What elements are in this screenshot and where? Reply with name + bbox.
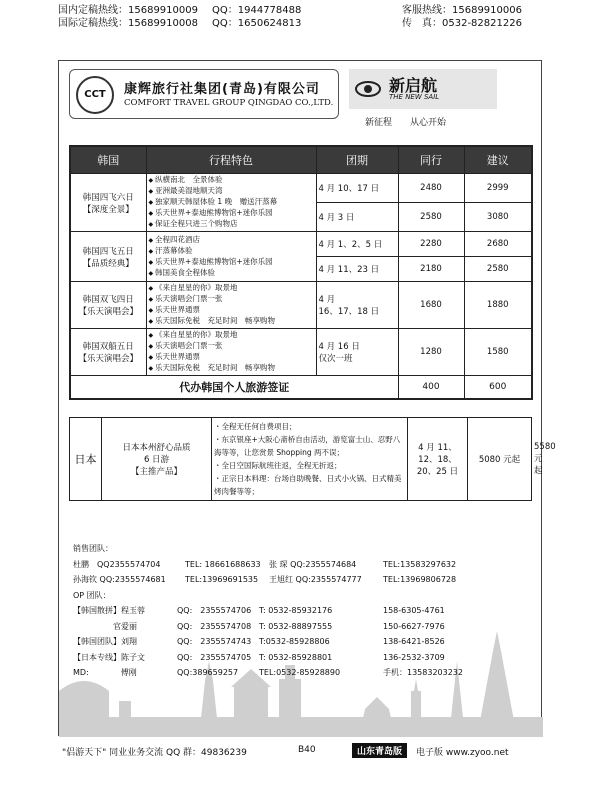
footer-website: 电子版 www.zyoo.net <box>416 748 509 758</box>
op-contact-tel: T:0532-85928806 <box>259 637 330 646</box>
feature-item: ◆ 乐天演唱会门票一张 <box>149 294 314 305</box>
peer-price: 2280 <box>398 232 464 257</box>
contact-name-qq: 张 琛 QQ:2355574684 <box>269 559 357 569</box>
peer-price: 1680 <box>398 282 464 329</box>
list-item <box>73 634 533 650</box>
contact-tel: TEL:13969806728 <box>383 575 457 584</box>
op-contact-qq: QQ: 2355574706 <box>177 606 252 615</box>
list-item <box>73 619 533 635</box>
intl-hotline-phone: 15689910008 <box>128 18 198 29</box>
header-peer-price: 同行 <box>398 146 464 174</box>
tour-name-cell <box>70 282 146 329</box>
edition-badge: 山东青岛版 <box>352 743 407 758</box>
tour-features-cell <box>146 232 316 282</box>
op-contact-name: MD: 傅刚 <box>73 668 137 677</box>
op-contact-mobile: 158-6305-4761 <box>383 606 445 615</box>
tour-name: 韩国四飞六日 <box>82 192 134 203</box>
op-contact-name: 【日本专线】陈子文 <box>73 652 145 662</box>
op-contact-mobile: 138-6421-8526 <box>383 637 445 646</box>
table-row: 日本 日本本州舒心品质 6 日游 【主推产品】 ・全程无任何自费项目； ・东京银座+大阪心斋桥自由活动，游览富士山、忍野八海等等，让您赏景 Shopping 两不误； ・全日空国际航班往返，全程无折返； ・正宗日本料理：台场自助晚餐、日式小火锅、日式精美烤肉餐等等； 4 月 11、12、18、 20、25 日 5080 元起 5580 元起 <box>70 418 532 501</box>
list-item <box>73 557 533 573</box>
tour-tag: 【品质经典】 <box>82 258 134 269</box>
tour-name-cell <box>70 232 146 282</box>
visa-row <box>70 376 532 400</box>
suggest-price: 1580 <box>464 329 532 376</box>
feature-item: ◆ 汗蒸幕体验 <box>149 246 314 257</box>
slogan: 新征程 从心开始 <box>365 118 447 128</box>
header-suggest-price: 建议 <box>464 146 532 174</box>
feature-item: ◆ 《来自星星的你》取景地 <box>149 283 314 294</box>
domestic-qq-label: QQ： <box>212 5 238 16</box>
op-contact-tel: T: 0532-85928801 <box>259 652 333 662</box>
peer-price: 1280 <box>398 329 464 376</box>
op-contact-name: 【韩国散拼】程玉蓉 <box>73 606 145 615</box>
japan-country: 日本 <box>70 418 102 501</box>
fax-label: 传 真： <box>402 18 442 29</box>
feature-item: ◆ 保证全程只进三个购物店 <box>149 219 314 230</box>
sales-team <box>73 541 533 681</box>
intl-qq-label: QQ： <box>212 18 238 29</box>
japan-features-cell <box>212 418 408 501</box>
op-contact-tel: T: 0532-88897555 <box>259 621 333 631</box>
op-contact-name: 【韩国团队】刘翔 <box>73 637 137 646</box>
tour-features-cell <box>146 174 316 232</box>
visa-peer-price: 400 <box>398 376 464 400</box>
japan-tour-name-cell <box>102 418 212 501</box>
tour-tag: 【深度全景】 <box>82 204 134 215</box>
tour-name: 韩国四飞五日 <box>82 246 134 257</box>
new-sail-logo <box>349 69 497 109</box>
table-row <box>70 282 532 329</box>
contact-name-qq: 杜鹏 QQ2355574704 <box>73 559 161 569</box>
tour-date: 4 月 11、23 日 <box>316 257 398 282</box>
sales-title: 销售团队： <box>73 544 113 553</box>
suggest-price: 3080 <box>464 203 532 232</box>
peer-price: 2480 <box>398 174 464 203</box>
op-contact-qq: QQ:389659257 <box>177 668 239 677</box>
feature-item: ◆ 全程四花酒店 <box>149 235 314 246</box>
feature-item: ◆ 纵横南北 全景体验 <box>149 175 314 186</box>
tour-date: 4 月 16 日 仅次一班 <box>316 329 398 376</box>
sail-brand-cn: 新启航 <box>389 76 438 95</box>
feature-item: ◆ 乐天世界通票 <box>149 352 314 363</box>
table-row <box>70 329 532 376</box>
footer-qq-group: "侣游天下" 同业业务交流 QQ 群：49836239 <box>62 748 247 758</box>
peer-price: 2580 <box>398 203 464 232</box>
tour-date: 4 月 1、2、5 日 <box>316 232 398 257</box>
page-number: B40 <box>298 745 316 755</box>
tour-tag: 【乐天演唱会】 <box>78 307 138 317</box>
feature-item: ◆ 乐天国际免税 充足时间 畅享购物 <box>149 363 314 374</box>
tour-name-cell <box>70 329 146 376</box>
company-logo <box>69 69 339 119</box>
feature-item: ・正宗日本料理：台场自助晚餐、日式小火锅、日式精美烤肉餐等等； <box>214 474 402 496</box>
list-item <box>73 650 533 666</box>
domestic-hotline-label: 国内定稿热线： <box>58 5 128 16</box>
suggest-price: 2680 <box>464 232 532 257</box>
list-item <box>73 665 533 681</box>
op-title: OP 团队： <box>73 590 111 600</box>
tour-name-cell <box>70 174 146 232</box>
op-contact-mobile: 150-6627-7976 <box>383 621 445 631</box>
list-item <box>73 572 533 588</box>
service-hotline-phone: 15689910006 <box>452 5 522 16</box>
korea-tour-table <box>69 145 533 400</box>
tour-date: 4 月 3 日 <box>316 203 398 232</box>
feature-item: ◆ 亚洲最美湿地顺天湾 <box>149 186 314 197</box>
visa-suggest-price: 600 <box>464 376 532 400</box>
company-name-cn: 康辉旅行社集团(青岛)有限公司 <box>124 82 320 97</box>
op-contact-mobile: 136-2532-3709 <box>383 652 445 662</box>
feature-item: ◆ 乐天国际免税 充足时间 畅享购物 <box>149 316 314 327</box>
suggest-price: 1880 <box>464 282 532 329</box>
op-contact-mobile: 手机：13583203232 <box>383 668 463 677</box>
header-dates: 团期 <box>316 146 398 174</box>
feature-item: ◆ 《来自星星的你》取景地 <box>149 330 314 341</box>
tour-name: 日本本州舒心品质 6 日游 <box>122 443 191 465</box>
sail-eye-icon <box>355 78 381 100</box>
peer-price: 2180 <box>398 257 464 282</box>
cct-logo-icon: CCT <box>76 76 114 114</box>
intl-hotline-label: 国际定稿热线： <box>58 18 128 29</box>
peer-price: 5080 元起 <box>468 418 532 501</box>
contact-tel: TEL:13583297632 <box>383 559 457 569</box>
contact-tel: TEL:13969691535 <box>185 575 259 584</box>
domestic-hotline-phone: 15689910009 <box>128 5 198 16</box>
header-country: 韩国 <box>70 146 146 174</box>
feature-item: ◆ 乐天演唱会门票一张 <box>149 341 314 352</box>
hotline-right <box>402 4 522 30</box>
op-contact-qq: QQ: 2355574705 <box>177 652 252 662</box>
suggest-price: 2580 <box>464 257 532 282</box>
tour-tag: 【乐天演唱会】 <box>78 354 138 364</box>
intl-qq: 1650624813 <box>237 18 302 29</box>
service-hotline-label: 客服热线： <box>402 5 452 16</box>
suggest-price: 2999 <box>464 174 532 203</box>
header-features: 行程特色 <box>146 146 316 174</box>
ad-frame <box>58 60 556 736</box>
tour-date: 4 月 16、17、18 日 <box>316 282 398 329</box>
tour-features-cell <box>146 282 316 329</box>
feature-item: ・全程无任何自费项目； <box>214 422 297 431</box>
feature-item: ・东京银座+大阪心斋桥自由活动，游览富士山、忍野八海等等，让您赏景 Shopping 两不误； <box>214 435 401 457</box>
op-contact-qq: QQ: 2355574708 <box>177 621 252 631</box>
contact-name-qq: 孙海钦 QQ:2355574681 <box>73 575 166 584</box>
contact-name-qq: 王旭红 QQ:2355574777 <box>269 575 362 584</box>
feature-item: ◆ 乐天世界+泰迪熊博物馆+迷你乐园 <box>149 208 314 219</box>
table-row <box>70 174 532 203</box>
op-contact-tel: T: 0532-85932176 <box>259 606 333 615</box>
visa-label: 代办韩国个人旅游签证 <box>70 376 398 400</box>
tour-date: 4 月 10、17 日 <box>316 174 398 203</box>
feature-item: ◆ 独家顺天韩屋体验 1 晚 赠送汗蒸幕 <box>149 197 314 208</box>
hotline-left <box>58 4 301 30</box>
feature-item: ・全日空国际航班往返，全程无折返； <box>214 461 342 470</box>
op-contact-tel: TEL:0532-85928890 <box>259 668 341 677</box>
fax-number: 0532-82821226 <box>442 18 522 29</box>
sail-brand-en: THE NEW SAIL <box>389 93 440 101</box>
feature-item: ◆ 韩国美食全程体验 <box>149 268 314 279</box>
tour-date: 4 月 11、12、18、 20、25 日 <box>408 418 468 501</box>
contact-tel: TEL: 18661688633 <box>185 559 261 569</box>
table-row <box>70 232 532 257</box>
feature-item: ◆ 乐天世界+泰迪熊博物馆+迷你乐园 <box>149 257 314 268</box>
list-item <box>73 603 533 619</box>
domestic-qq: 1944778488 <box>237 5 302 16</box>
korea-header-row <box>70 146 532 174</box>
tour-features-cell <box>146 329 316 376</box>
op-contact-qq: QQ: 2355574743 <box>177 637 252 646</box>
feature-item: ◆ 乐天世界通票 <box>149 305 314 316</box>
tour-name: 韩国双船五日 <box>82 342 134 352</box>
tour-tag: 【主推产品】 <box>130 467 182 477</box>
tour-name: 韩国双飞四日 <box>82 295 134 305</box>
company-name-en: COMFORT TRAVEL GROUP QINGDAO CO.,LTD. <box>124 98 334 108</box>
japan-tour-table <box>69 417 556 501</box>
op-contact-name: 官爱丽 <box>73 621 137 631</box>
